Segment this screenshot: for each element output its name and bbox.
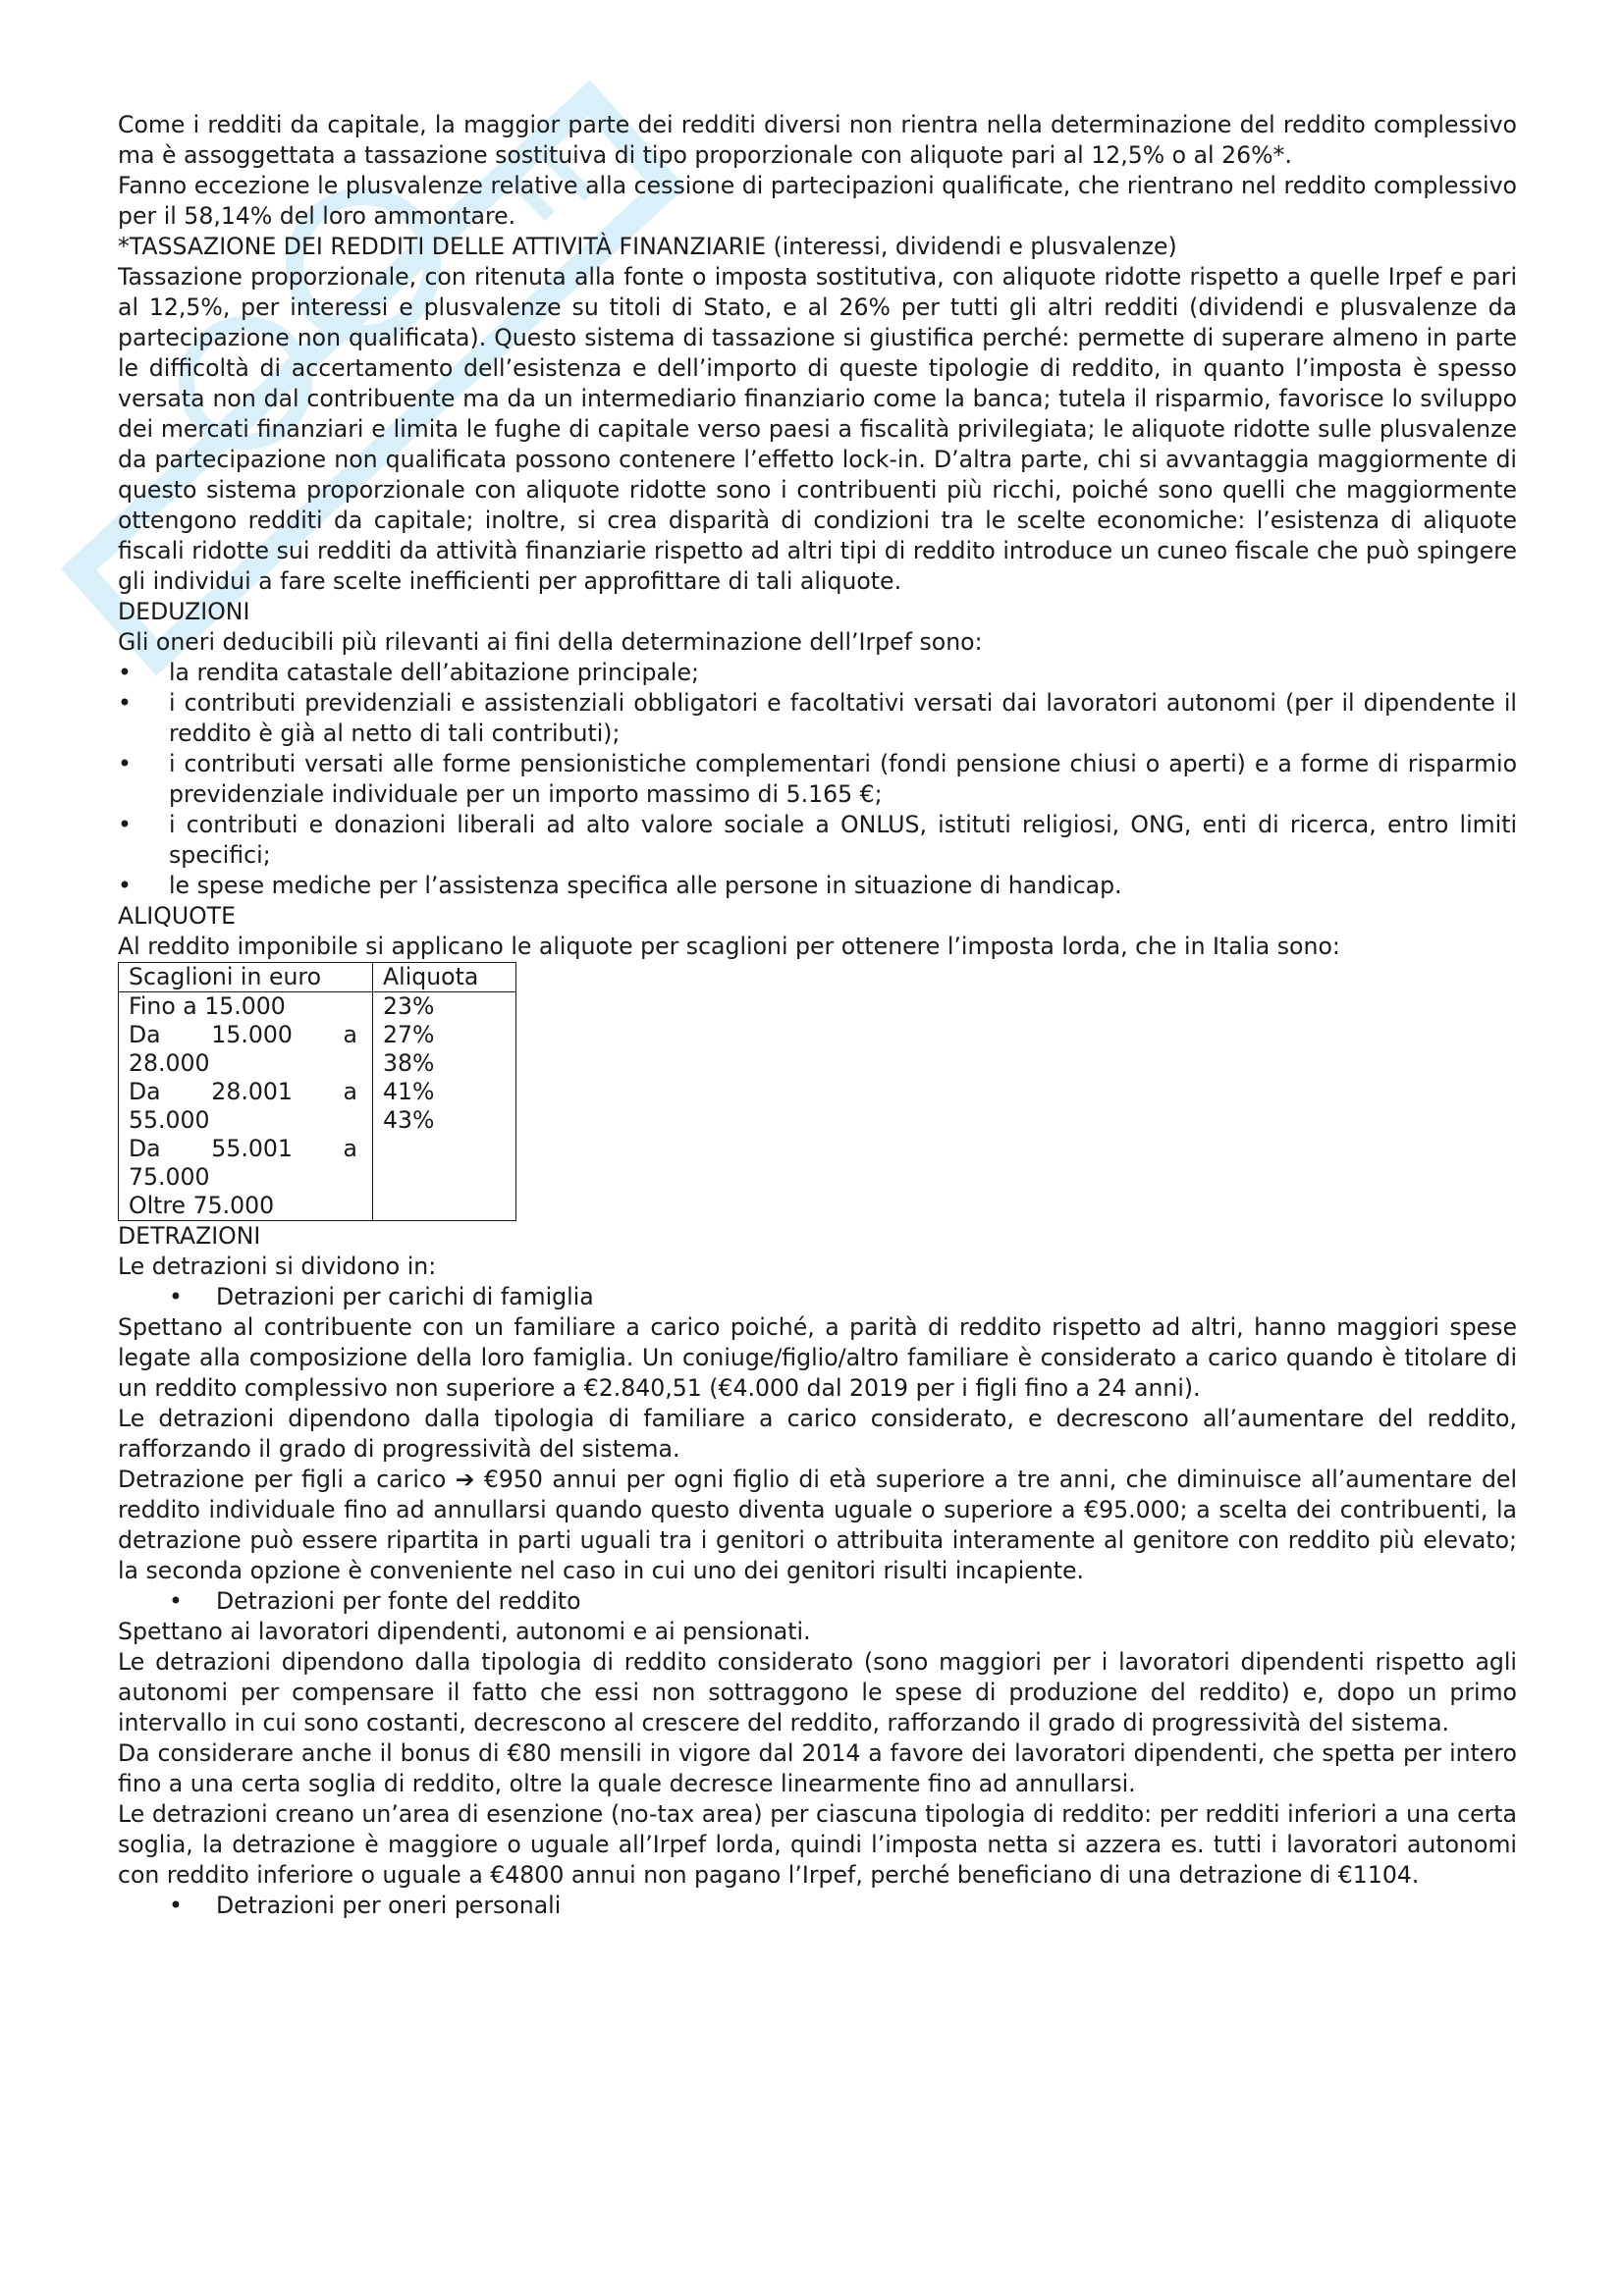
list-item: • i contributi versati alle forme pensionistiche complementari (fondi pensione chiusi o aperti) e a forme di risparmio previdenziale individuale per un importo massimo di 5.165 €; bbox=[118, 749, 1517, 810]
scaglione: Da 55.001 a 75.000 bbox=[129, 1135, 357, 1191]
paragraph-plusvalenze: Fanno eccezione le plusvalenze relative alla cessione di partecipazioni qualificate, che rientrano nel reddito complessivo per il 58,14% del loro ammontare. bbox=[118, 172, 1517, 230]
list-item: • i contributi e donazioni liberali ad alto valore sociale a ONLUS, istituti religiosi, ONG, enti di ricerca, entro limiti specifici; bbox=[118, 810, 1517, 871]
paragraph-fonte-3: Da considerare anche il bonus di €80 mensili in vigore dal 2014 a favore dei lavoratori dipendenti, che spetta per intero fino a una certa soglia di reddito, oltre la quale decresce linearmente fino ad annullarsi. bbox=[118, 1739, 1517, 1797]
document-body bbox=[118, 110, 1517, 1921]
aliquota: 38% bbox=[383, 1049, 435, 1077]
scaglione: Oltre 75.000 bbox=[129, 1192, 275, 1219]
heading-tassazione-finanziarie: *TASSAZIONE DEI REDDITI DELLE ATTIVITÀ FINANZIARIE (interessi, dividendi e plusvalenze) bbox=[118, 233, 1177, 260]
heading-aliquote: ALIQUOTE bbox=[118, 902, 236, 930]
heading-deduzioni: DEDUZIONI bbox=[118, 598, 250, 625]
heading-detrazioni: DETRAZIONI bbox=[118, 1222, 261, 1250]
aliquota: 27% bbox=[383, 1021, 435, 1048]
paragraph-famiglia-1: Spettano al contribuente con un familiare a carico poiché, a parità di reddito rispetto ad altri, hanno maggiori spese legate alla composizione della loro famiglia. Un coniuge/figlio/altro familiare è considerato a carico quando è titolare di un reddito complessivo non superiore a €2.840,51 (€4.000 dal 2019 per i figli fino a 24 anni). bbox=[118, 1313, 1517, 1402]
paragraph-aliquote-intro: Al reddito imponibile si applicano le aliquote per scaglioni per ottenere l’imposta lorda, che in Italia sono: bbox=[118, 933, 1340, 960]
paragraph-fonte-1: Spettano ai lavoratori dipendenti, autonomi e ai pensionati. bbox=[118, 1618, 811, 1645]
aliquota: 23% bbox=[383, 992, 435, 1020]
table-cell-aliquote bbox=[373, 992, 516, 1221]
paragraph-detrazioni-intro: Le detrazioni si dividono in: bbox=[118, 1253, 437, 1280]
paragraph-deduzioni-intro: Gli oneri deducibili più rilevanti ai fini della determinazione dell’Irpef sono: bbox=[118, 628, 983, 656]
paragraph-tassazione-proporzionale: Tassazione proporzionale, con ritenuta alla fonte o imposta sostitutiva, con aliquote ridotte rispetto a quelle Irpef e pari al 12,5%, per interessi e plusvalenze su titoli di Stato, e al 26% per tutti gli altri redditi (dividendi e plusvalenze da partecipazione non qualificata). Questo sistema di tassazione si giustifica perché: permette di superare almeno in parte le difficoltà di accertamento dell’esistenza e dell’importo di queste tipologie di reddito, in quanto l’imposta è spesso versata non dal contribuente ma da un intermediario finanziario come la banca; tutela il risparmio, favorisce lo sviluppo dei mercati finanziari e limita le fughe di capitale verso paesi a fiscalità privilegiata; le aliquote ridotte sulle plusvalenze da partecipazione non qualificata possono contenere l’effetto lock-in. D’altra parte, chi si avvantaggia maggiormente di questo sistema proporzionale con aliquote ridotte sono i contribuenti più ricchi, poiché sono quelli che maggiormente ottengono redditi da capitale; inoltre, si crea disparità di condizioni tra le scelte economiche: l’esistenza di aliquote fiscali ridotte sui redditi da attività finanziarie rispetto ad altri tipi di reddito introduce un cuneo fiscale che può spingere gli individui a fare scelte inefficienti per approfittare di tali aliquote. bbox=[118, 263, 1517, 595]
deduzioni-list bbox=[118, 658, 1517, 901]
list-item: • le spese mediche per l’assistenza specifica alle persone in situazione di handicap. bbox=[118, 871, 1517, 901]
paragraph-famiglia-2: Le detrazioni dipendono dalla tipologia di familiare a carico considerato, e decrescono all’aumentare del reddito, rafforzando il grado di progressività del sistema. bbox=[118, 1405, 1517, 1463]
list-item: • la rendita catastale dell’abitazione principale; bbox=[118, 658, 1517, 688]
paragraph-intro: Come i redditi da capitale, la maggior parte dei redditi diversi non rientra nella determinazione del reddito complessivo ma è assoggettata a tassazione sostituiva di tipo proporzionale con aliquote pari al 12,5% o al 26%*. bbox=[118, 111, 1517, 169]
scaglione: Da 28.001 a 55.000 bbox=[129, 1078, 357, 1134]
subheading-carichi-famiglia: • Detrazioni per carichi di famiglia bbox=[118, 1282, 1517, 1312]
aliquote-table bbox=[118, 962, 516, 1221]
table-row bbox=[119, 992, 516, 1221]
paragraph-famiglia-3: Detrazione per figli a carico ➔ €950 annui per ogni figlio di età superiore a tre anni, che diminuisce all’aumentare del reddito individuale fino ad annullarsi quando questo diventa uguale o superiore a €95.000; a scelta dei contribuenti, la detrazione può essere ripartita in parti uguali tra i genitori o attribuita interamente al genitore con reddito più elevato; la seconda opzione è conveniente nel caso in cui uno dei genitori risulti incapiente. bbox=[118, 1466, 1517, 1584]
list-item: • i contributi previdenziali e assistenziali obbligatori e facoltativi versati dai lavoratori autonomi (per il dipendente il reddito è già al netto di tali contributi); bbox=[118, 688, 1517, 749]
paragraph-fonte-4: Le detrazioni creano un’area di esenzione (no-tax area) per ciascuna tipologia di reddito: per redditi inferiori a una certa soglia, la detrazione è maggiore o uguale all’Irpef lorda, quindi l’imposta netta si azzera es. tutti i lavoratori autonomi con reddito inferiore o uguale a €4800 annui non pagano l’Irpef, perché beneficiano di una detrazione di €1104. bbox=[118, 1800, 1517, 1889]
paragraph-fonte-2: Le detrazioni dipendono dalla tipologia di reddito considerato (sono maggiori per i lavoratori dipendenti rispetto agli autonomi per compensare il fatto che essi non sottraggono le spese di produzione del reddito) e, dopo un primo intervallo in cui sono costanti, decrescono al crescere del reddito, rafforzando il grado di progressività del sistema. bbox=[118, 1648, 1517, 1736]
aliquota: 43% bbox=[383, 1106, 435, 1134]
scaglione: Da 15.000 a 28.000 bbox=[129, 1021, 357, 1077]
subheading-oneri-personali: • Detrazioni per oneri personali bbox=[118, 1891, 1517, 1921]
table-header-row bbox=[119, 963, 516, 992]
table-header-aliquota: Aliquota bbox=[373, 963, 516, 992]
scaglione: Fino a 15.000 bbox=[129, 992, 286, 1020]
aliquota: 41% bbox=[383, 1078, 435, 1105]
subheading-fonte-reddito: • Detrazioni per fonte del reddito bbox=[118, 1586, 1517, 1617]
table-cell-scaglioni bbox=[119, 992, 373, 1221]
table-header-scaglioni: Scaglioni in euro bbox=[119, 963, 373, 992]
